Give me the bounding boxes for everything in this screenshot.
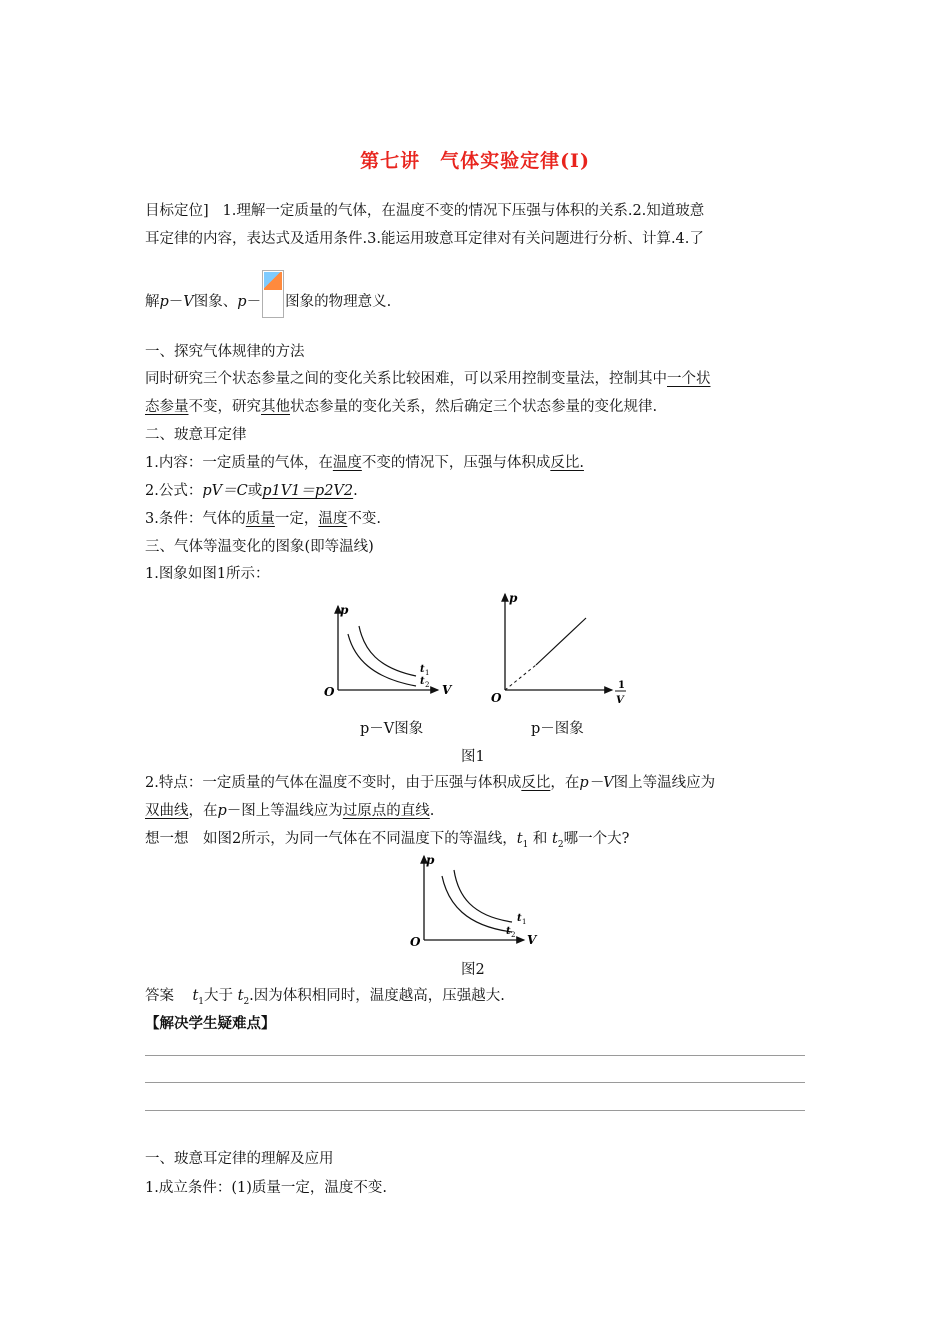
think-t1: t <box>516 831 523 847</box>
s2-c3-underline-2: 温度 <box>318 511 348 527</box>
answer-t1-sub: 1 <box>198 996 204 1007</box>
page-title: 第七讲 气体实验定律(Ⅰ) <box>360 150 590 172</box>
think-text-c: 哪一个大? <box>563 831 630 847</box>
goal-v-symbol: V <box>183 294 194 310</box>
s1-text-a: 同时研究三个状态参量之间的变化关系比较困难，可以采用控制变量法，控制其中 <box>145 371 667 387</box>
s3-item2-underline-1: 反比 <box>521 775 551 791</box>
goal-p-symbol: p <box>159 294 169 310</box>
answer-t2-sub: 2 <box>243 996 250 1007</box>
label-t2: t <box>420 676 425 687</box>
extrapolated-line <box>505 665 536 690</box>
s2-formula-pv: pV＝C <box>202 483 248 499</box>
section-1-para-line-2 <box>145 397 810 417</box>
fig2-label: 图2 <box>461 962 485 978</box>
s3-item2-underline-2: 双曲线 <box>145 803 189 819</box>
answer-t2: t <box>237 988 244 1004</box>
s2-period: . <box>353 483 358 499</box>
answer-t1: t <box>192 988 199 1004</box>
goal-line-3 <box>145 270 810 318</box>
origin-label: O <box>491 691 502 705</box>
s3-item2-p: p <box>217 803 227 819</box>
axis-label-v: V <box>442 683 452 697</box>
think-text-a: 想一想 如图2所示，为同一气体在不同温度下的等温线， <box>145 831 517 847</box>
s1-underline-1: 一个状 <box>667 371 711 387</box>
think-t1-sub: 1 <box>522 839 529 850</box>
s4-item-1: 1.成立条件：(1)质量一定，温度不变. <box>145 1180 387 1196</box>
goal-dash-2: － <box>246 294 262 310</box>
isotherm-t2 <box>442 876 512 932</box>
axis-label-v: V <box>616 695 624 706</box>
s3-item2-text-b: ，在 <box>550 775 580 791</box>
goal-text-3a: 解 <box>145 294 160 310</box>
s2-c3-underline-1: 质量 <box>245 511 275 527</box>
origin-label: O <box>410 935 421 949</box>
s3-item-2-line-1 <box>145 773 810 793</box>
s2-c1-underline-1: 温度 <box>332 455 362 471</box>
section-1-heading: 一、探究气体规律的方法 <box>145 344 305 360</box>
s3-item2-period: . <box>429 803 435 819</box>
axis-label-v: V <box>527 933 537 947</box>
s2-formula-boyle: p1V1＝p2V2 <box>262 483 354 499</box>
s1-text-c: 状态参量的变化关系，然后确定三个状态参量的变化规律. <box>290 399 658 415</box>
s3-item2-text-g: －图上等温线应为 <box>226 803 343 819</box>
goal-text-3h: 图象的物理意义. <box>285 294 392 310</box>
axis-label-p: p <box>426 853 435 867</box>
section-2-heading: 二、玻意耳定律 <box>145 427 247 443</box>
answer-label: 答案 <box>145 988 174 1004</box>
goal-line-2: 耳定律的内容，表达式及适用条件.3.能运用玻意耳定律对有关问题进行分析、计算.4.了 <box>145 231 704 247</box>
goal-text-1: 1.理解一定质量的气体，在温度不变的情况下压强与体积的关系.2.知道玻意 <box>222 203 705 219</box>
label-t2-sub: 2 <box>511 931 516 939</box>
answer-line <box>145 986 810 1012</box>
s2-content <box>145 453 810 473</box>
s1-underline-2: 态参量 <box>145 399 189 415</box>
s3-item2-underline-3: 过原点的直线 <box>342 803 430 819</box>
isotherm-t2 <box>348 634 416 686</box>
note-line-1 <box>145 1055 805 1056</box>
figure-2-pv-graph <box>402 852 548 954</box>
label-t2-sub: 2 <box>425 681 430 689</box>
s2-c1-text-a: 1.内容：一定质量的气体，在 <box>145 455 333 471</box>
note-line-2 <box>145 1082 805 1083</box>
s3-item-1: 1.图象如图1所示： <box>145 566 270 582</box>
axis-label-p: p <box>340 603 349 617</box>
s2-c1-underline-2: 反比. <box>550 455 584 471</box>
s2-c3-text-a: 3.条件：气体的 <box>145 511 246 527</box>
label-t1: t <box>517 913 522 924</box>
s3-item2-text-a: 2.特点：一定质量的气体在温度不变时，由于压强与体积成 <box>145 775 522 791</box>
fig1-left-caption: p－V图象 <box>360 721 424 737</box>
axis-label-p: p <box>509 591 518 605</box>
goal-p-symbol-2: p <box>237 294 247 310</box>
isotherm-t1 <box>454 870 512 922</box>
goal-text-3e: 图象、 <box>193 294 238 310</box>
s2-c3-text-b: 一定， <box>274 511 319 527</box>
section-4-heading: 一、玻意耳定律的理解及应用 <box>145 1151 334 1167</box>
image-placeholder-icon <box>264 272 282 290</box>
difficulty-heading: 【解决学生疑难点】 <box>145 1015 276 1032</box>
s1-text-b: 不变，研究 <box>188 399 261 415</box>
goal-label: 目标定位] <box>145 203 209 219</box>
s2-condition <box>145 509 810 529</box>
goal-dash: － <box>168 294 184 310</box>
s1-underline-3: 其他 <box>261 399 290 415</box>
figure-1-p-invv-graph <box>486 588 636 706</box>
s3-item-2-line-2 <box>145 801 810 821</box>
fig1-right-caption: p－图象 <box>531 721 584 737</box>
isotherm-line <box>536 618 586 665</box>
s3-item2-text-e: ，在 <box>188 803 218 819</box>
fig1-label: 图1 <box>461 749 485 765</box>
s2-c1-text-b: 不变的情况下，压强与体积成 <box>361 455 551 471</box>
origin-label: O <box>324 685 335 699</box>
label-t1-sub: 1 <box>425 669 430 677</box>
s2-c2-text-a: 2.公式： <box>145 483 203 499</box>
s3-item2-text-d: 图上等温线应为 <box>613 775 716 791</box>
label-t1-sub: 1 <box>522 918 527 926</box>
s2-formula <box>145 481 810 501</box>
isotherm-t1 <box>359 626 416 676</box>
think-t2-sub: 2 <box>557 839 564 850</box>
think-t2: t <box>552 831 558 847</box>
axis-label-one: 1 <box>618 680 625 691</box>
s2-or: 或 <box>247 483 263 499</box>
goal-line-1 <box>145 201 810 221</box>
broken-image-icon <box>262 270 284 318</box>
section-1-para-line-1 <box>145 369 810 389</box>
label-t1: t <box>420 664 425 675</box>
label-t2: t <box>506 926 511 937</box>
s3-item2-pv: p－V <box>579 775 614 791</box>
answer-text-b: 大于 <box>204 988 233 1004</box>
answer-text-d: .因为体积相同时，温度越高，压强越大. <box>249 988 505 1004</box>
think-question <box>145 829 810 855</box>
figure-1-pv-graph <box>316 598 462 706</box>
section-3-heading: 三、气体等温变化的图象(即等温线) <box>145 539 374 555</box>
think-text-b: 和 <box>532 831 548 847</box>
note-line-3 <box>145 1110 805 1111</box>
s2-c3-text-c: 不变. <box>347 511 381 527</box>
